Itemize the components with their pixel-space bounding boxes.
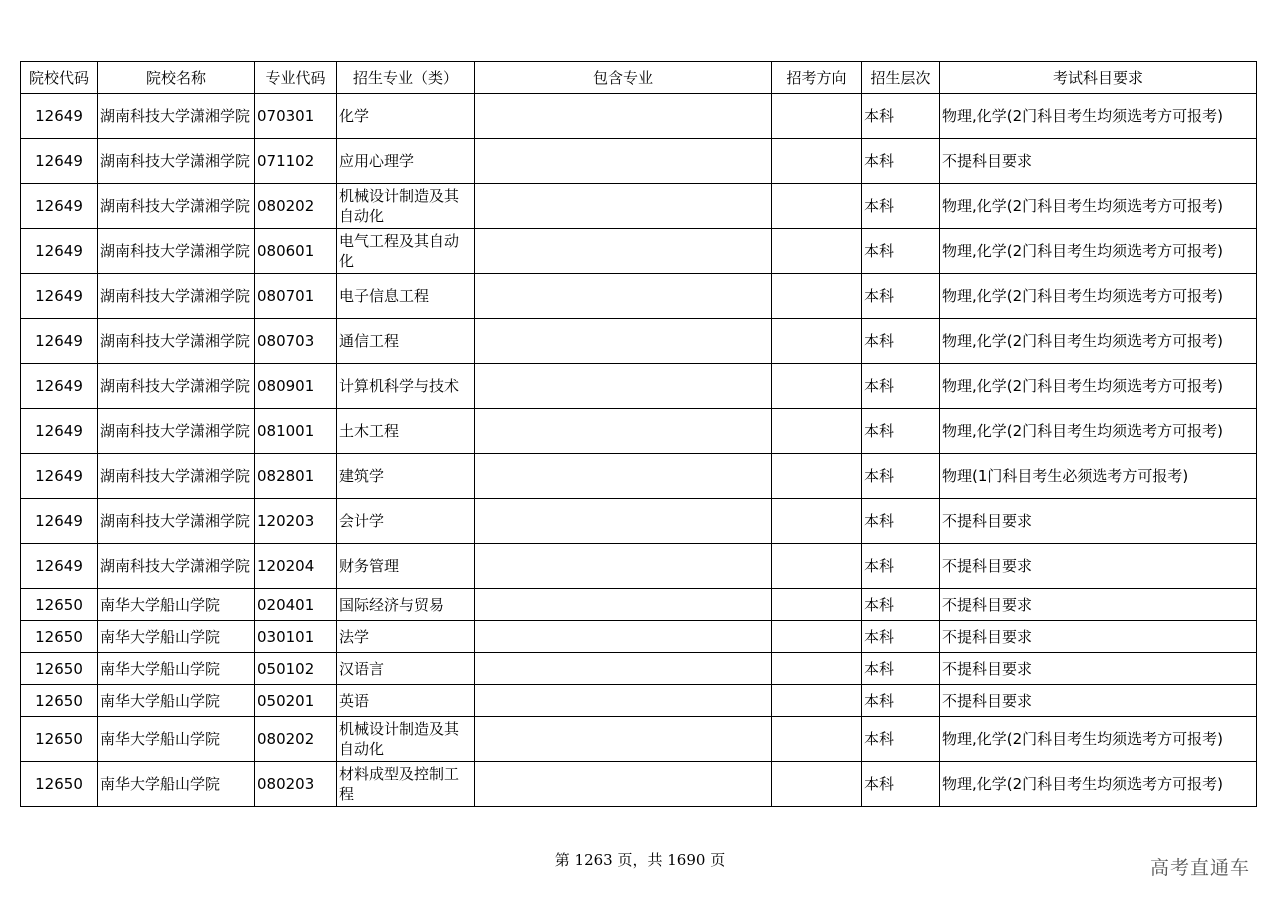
table-row (21, 653, 1257, 685)
header-subject-requirement: 考试科目要求 (940, 62, 1257, 94)
cell-direction (772, 499, 862, 544)
cell-included-majors (475, 409, 772, 454)
cell-school-name: 湖南科技大学潇湘学院 (98, 454, 255, 499)
header-level: 招生层次 (862, 62, 940, 94)
table-row (21, 409, 1257, 454)
cell-major-code: 080601 (255, 229, 337, 274)
cell-school-code: 12649 (21, 229, 98, 274)
cell-school-code: 12649 (21, 499, 98, 544)
cell-school-code: 12650 (21, 762, 98, 807)
cell-major-code: 080701 (255, 274, 337, 319)
cell-major-code: 050102 (255, 653, 337, 685)
cell-included-majors (475, 717, 772, 762)
cell-major: 国际经济与贸易 (337, 589, 475, 621)
table-row (21, 184, 1257, 229)
cell-major: 计算机科学与技术 (337, 364, 475, 409)
cell-school-code: 12650 (21, 589, 98, 621)
cell-major-code: 080202 (255, 184, 337, 229)
cell-school-code: 12649 (21, 409, 98, 454)
cell-included-majors (475, 762, 772, 807)
cell-school-name: 南华大学船山学院 (98, 653, 255, 685)
table-row (21, 499, 1257, 544)
cell-major-code: 120203 (255, 499, 337, 544)
cell-major-code: 081001 (255, 409, 337, 454)
cell-major: 土木工程 (337, 409, 475, 454)
cell-school-code: 12649 (21, 364, 98, 409)
cell-direction (772, 621, 862, 653)
cell-school-name: 湖南科技大学潇湘学院 (98, 184, 255, 229)
cell-school-name: 湖南科技大学潇湘学院 (98, 274, 255, 319)
cell-direction (772, 685, 862, 717)
cell-level: 本科 (862, 717, 940, 762)
cell-level: 本科 (862, 685, 940, 717)
cell-major-code: 030101 (255, 621, 337, 653)
table-row (21, 94, 1257, 139)
cell-direction (772, 544, 862, 589)
cell-included-majors (475, 544, 772, 589)
cell-major: 电气工程及其自动化 (337, 229, 475, 274)
cell-subject-requirement: 物理,化学(2门科目考生均须选考方可报考) (940, 229, 1257, 274)
cell-school-code: 12649 (21, 139, 98, 184)
cell-school-name: 湖南科技大学潇湘学院 (98, 544, 255, 589)
cell-subject-requirement: 物理,化学(2门科目考生均须选考方可报考) (940, 717, 1257, 762)
cell-subject-requirement: 不提科目要求 (940, 499, 1257, 544)
header-included-majors: 包含专业 (475, 62, 772, 94)
header-major: 招生专业（类） (337, 62, 475, 94)
cell-subject-requirement: 物理,化学(2门科目考生均须选考方可报考) (940, 319, 1257, 364)
cell-level: 本科 (862, 139, 940, 184)
cell-direction (772, 717, 862, 762)
table-row (21, 621, 1257, 653)
cell-direction (772, 454, 862, 499)
cell-school-name: 湖南科技大学潇湘学院 (98, 364, 255, 409)
cell-level: 本科 (862, 364, 940, 409)
table-row (21, 454, 1257, 499)
cell-direction (772, 319, 862, 364)
table-row (21, 717, 1257, 762)
cell-major: 化学 (337, 94, 475, 139)
cell-subject-requirement: 物理,化学(2门科目考生均须选考方可报考) (940, 94, 1257, 139)
admissions-table (20, 61, 1257, 807)
cell-subject-requirement: 不提科目要求 (940, 653, 1257, 685)
cell-subject-requirement: 不提科目要求 (940, 589, 1257, 621)
cell-major-code: 080203 (255, 762, 337, 807)
header-school-name: 院校名称 (98, 62, 255, 94)
cell-level: 本科 (862, 544, 940, 589)
cell-school-name: 湖南科技大学潇湘学院 (98, 139, 255, 184)
cell-level: 本科 (862, 229, 940, 274)
cell-major: 英语 (337, 685, 475, 717)
cell-school-name: 南华大学船山学院 (98, 621, 255, 653)
cell-major-code: 070301 (255, 94, 337, 139)
cell-subject-requirement: 物理,化学(2门科目考生均须选考方可报考) (940, 762, 1257, 807)
cell-subject-requirement: 不提科目要求 (940, 621, 1257, 653)
cell-school-code: 12649 (21, 274, 98, 319)
cell-major-code: 020401 (255, 589, 337, 621)
cell-school-name: 湖南科技大学潇湘学院 (98, 319, 255, 364)
cell-major-code: 050201 (255, 685, 337, 717)
table-body (21, 94, 1257, 807)
cell-included-majors (475, 184, 772, 229)
cell-direction (772, 364, 862, 409)
cell-subject-requirement: 不提科目要求 (940, 544, 1257, 589)
cell-major-code: 082801 (255, 454, 337, 499)
cell-direction (772, 184, 862, 229)
cell-school-code: 12649 (21, 454, 98, 499)
cell-level: 本科 (862, 762, 940, 807)
table-row (21, 544, 1257, 589)
table-row (21, 229, 1257, 274)
cell-direction (772, 409, 862, 454)
cell-direction (772, 94, 862, 139)
cell-included-majors (475, 454, 772, 499)
cell-included-majors (475, 94, 772, 139)
cell-included-majors (475, 653, 772, 685)
cell-major: 通信工程 (337, 319, 475, 364)
cell-school-code: 12649 (21, 319, 98, 364)
table-row (21, 685, 1257, 717)
cell-school-name: 湖南科技大学潇湘学院 (98, 499, 255, 544)
cell-included-majors (475, 589, 772, 621)
cell-school-code: 12649 (21, 184, 98, 229)
table-row (21, 319, 1257, 364)
cell-major: 建筑学 (337, 454, 475, 499)
cell-level: 本科 (862, 589, 940, 621)
cell-level: 本科 (862, 621, 940, 653)
cell-school-name: 南华大学船山学院 (98, 589, 255, 621)
cell-direction (772, 653, 862, 685)
header-major-code: 专业代码 (255, 62, 337, 94)
cell-included-majors (475, 621, 772, 653)
cell-subject-requirement: 物理,化学(2门科目考生均须选考方可报考) (940, 409, 1257, 454)
cell-school-name: 湖南科技大学潇湘学院 (98, 229, 255, 274)
cell-major: 法学 (337, 621, 475, 653)
cell-level: 本科 (862, 454, 940, 499)
cell-school-code: 12649 (21, 94, 98, 139)
table-row (21, 274, 1257, 319)
cell-direction (772, 762, 862, 807)
cell-major: 会计学 (337, 499, 475, 544)
cell-subject-requirement: 不提科目要求 (940, 685, 1257, 717)
cell-major: 材料成型及控制工程 (337, 762, 475, 807)
cell-level: 本科 (862, 409, 940, 454)
cell-direction (772, 589, 862, 621)
cell-school-code: 12650 (21, 685, 98, 717)
cell-major-code: 071102 (255, 139, 337, 184)
cell-included-majors (475, 499, 772, 544)
cell-major: 电子信息工程 (337, 274, 475, 319)
cell-major-code: 080202 (255, 717, 337, 762)
cell-school-name: 南华大学船山学院 (98, 685, 255, 717)
cell-included-majors (475, 319, 772, 364)
cell-school-code: 12650 (21, 717, 98, 762)
cell-school-name: 湖南科技大学潇湘学院 (98, 94, 255, 139)
header-row (21, 62, 1257, 94)
cell-major: 汉语言 (337, 653, 475, 685)
cell-subject-requirement: 物理,化学(2门科目考生均须选考方可报考) (940, 184, 1257, 229)
cell-included-majors (475, 685, 772, 717)
cell-level: 本科 (862, 184, 940, 229)
cell-level: 本科 (862, 319, 940, 364)
cell-level: 本科 (862, 274, 940, 319)
table-row (21, 139, 1257, 184)
cell-included-majors (475, 139, 772, 184)
cell-level: 本科 (862, 94, 940, 139)
cell-school-name: 湖南科技大学潇湘学院 (98, 409, 255, 454)
cell-direction (772, 139, 862, 184)
cell-major: 机械设计制造及其自动化 (337, 717, 475, 762)
cell-major: 应用心理学 (337, 139, 475, 184)
cell-subject-requirement: 物理(1门科目考生必须选考方可报考) (940, 454, 1257, 499)
cell-major-code: 080901 (255, 364, 337, 409)
cell-school-name: 南华大学船山学院 (98, 762, 255, 807)
header-direction: 招考方向 (772, 62, 862, 94)
cell-level: 本科 (862, 499, 940, 544)
table-row (21, 589, 1257, 621)
cell-major: 机械设计制造及其自动化 (337, 184, 475, 229)
cell-school-name: 南华大学船山学院 (98, 717, 255, 762)
cell-included-majors (475, 274, 772, 319)
cell-major: 财务管理 (337, 544, 475, 589)
cell-school-code: 12650 (21, 653, 98, 685)
cell-subject-requirement: 物理,化学(2门科目考生均须选考方可报考) (940, 364, 1257, 409)
cell-included-majors (475, 229, 772, 274)
table-row (21, 762, 1257, 807)
cell-major-code: 080703 (255, 319, 337, 364)
cell-school-code: 12650 (21, 621, 98, 653)
cell-direction (772, 229, 862, 274)
cell-direction (772, 274, 862, 319)
table-row (21, 364, 1257, 409)
cell-included-majors (475, 364, 772, 409)
cell-major-code: 120204 (255, 544, 337, 589)
cell-subject-requirement: 不提科目要求 (940, 139, 1257, 184)
cell-subject-requirement: 物理,化学(2门科目考生均须选考方可报考) (940, 274, 1257, 319)
cell-school-code: 12649 (21, 544, 98, 589)
cell-level: 本科 (862, 653, 940, 685)
page-number: 第 1263 页，共 1690 页 (554, 851, 726, 869)
header-school-code: 院校代码 (21, 62, 98, 94)
watermark-logo-text: 高考直通车 (1149, 857, 1250, 879)
